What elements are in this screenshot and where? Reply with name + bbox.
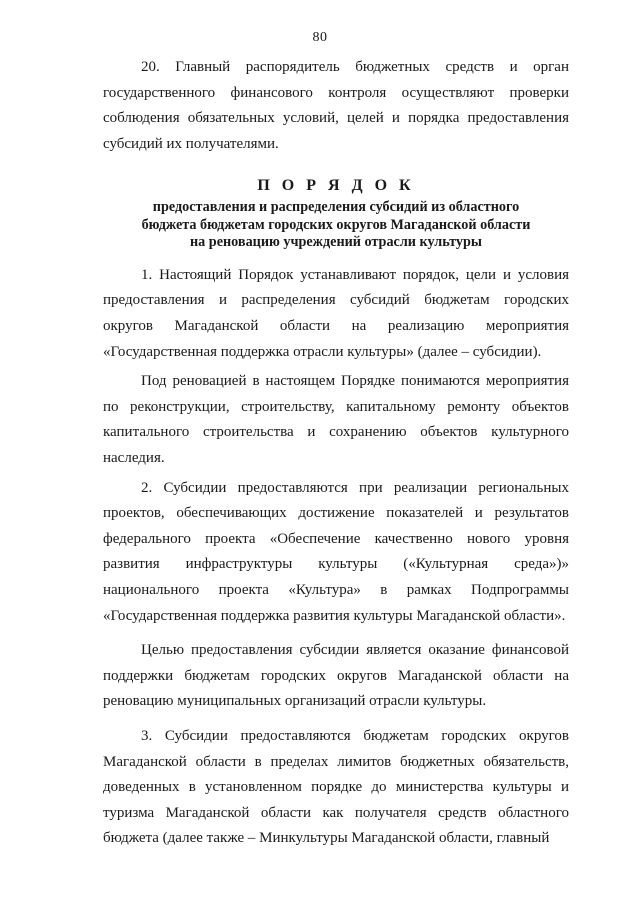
title-line-1: предоставления и распределения субсидий из областного: [152, 199, 520, 216]
section-title: [103, 175, 569, 252]
title-line-2: бюджета бюджетам городских округов Магаданской области: [141, 216, 531, 233]
page-number: 80: [312, 30, 328, 45]
document-body: [103, 55, 569, 852]
title-line-3: на реновацию учреждений отрасли культуры: [189, 234, 482, 251]
title-heading: П О Р Я Д О К: [257, 177, 415, 195]
paragraph-1: 1. Настоящий Порядок устанавливают порядок, цели и условия предоставления и распределения субсидий бюджетам городских округов Магаданской области на реализацию мероприятия «Государственная поддержка отрасли культуры» (далее – субсидии).: [103, 266, 569, 360]
paragraph-3: 3. Субсидии предоставляются бюджетам городских округов Магаданской области в пределах лимитов бюджетных обязательств, доведенных в установленном порядке до министерства культуры и туризма Магаданской области как получателя средств областного бюджета (далее также – Минкультуры Магаданской области, главный: [103, 727, 569, 847]
paragraph-2: 2. Субсидии предоставляются при реализации региональных проектов, обеспечивающих достижение показателей и результатов федерального проекта «Обеспечение качественно нового уровня развития инфраструктуры культуры («Культурная среда»)» национального проекта «Культура» в рамках Подпрограммы «Государственная поддержка развития культуры Магаданской области».: [103, 479, 569, 624]
paragraph-purpose: Целью предоставления субсидии является оказание финансовой поддержки бюджетам городских округов Магаданской области на реновацию муниципальных организаций отрасли культуры.: [103, 642, 569, 710]
intro-paragraph: 20. Главный распорядитель бюджетных средств и орган государственного финансового контроля осуществляют проверки соблюдения обязательных условий, целей и порядка предоставления субсидий их получателями.: [103, 59, 569, 152]
paragraph-renovation-definition: Под реновацией в настоящем Порядке понимаются мероприятия по реконструкции, строительству, капитальному ремонту объектов капитального строительства и сохранению объектов культурного наследия.: [103, 373, 569, 467]
